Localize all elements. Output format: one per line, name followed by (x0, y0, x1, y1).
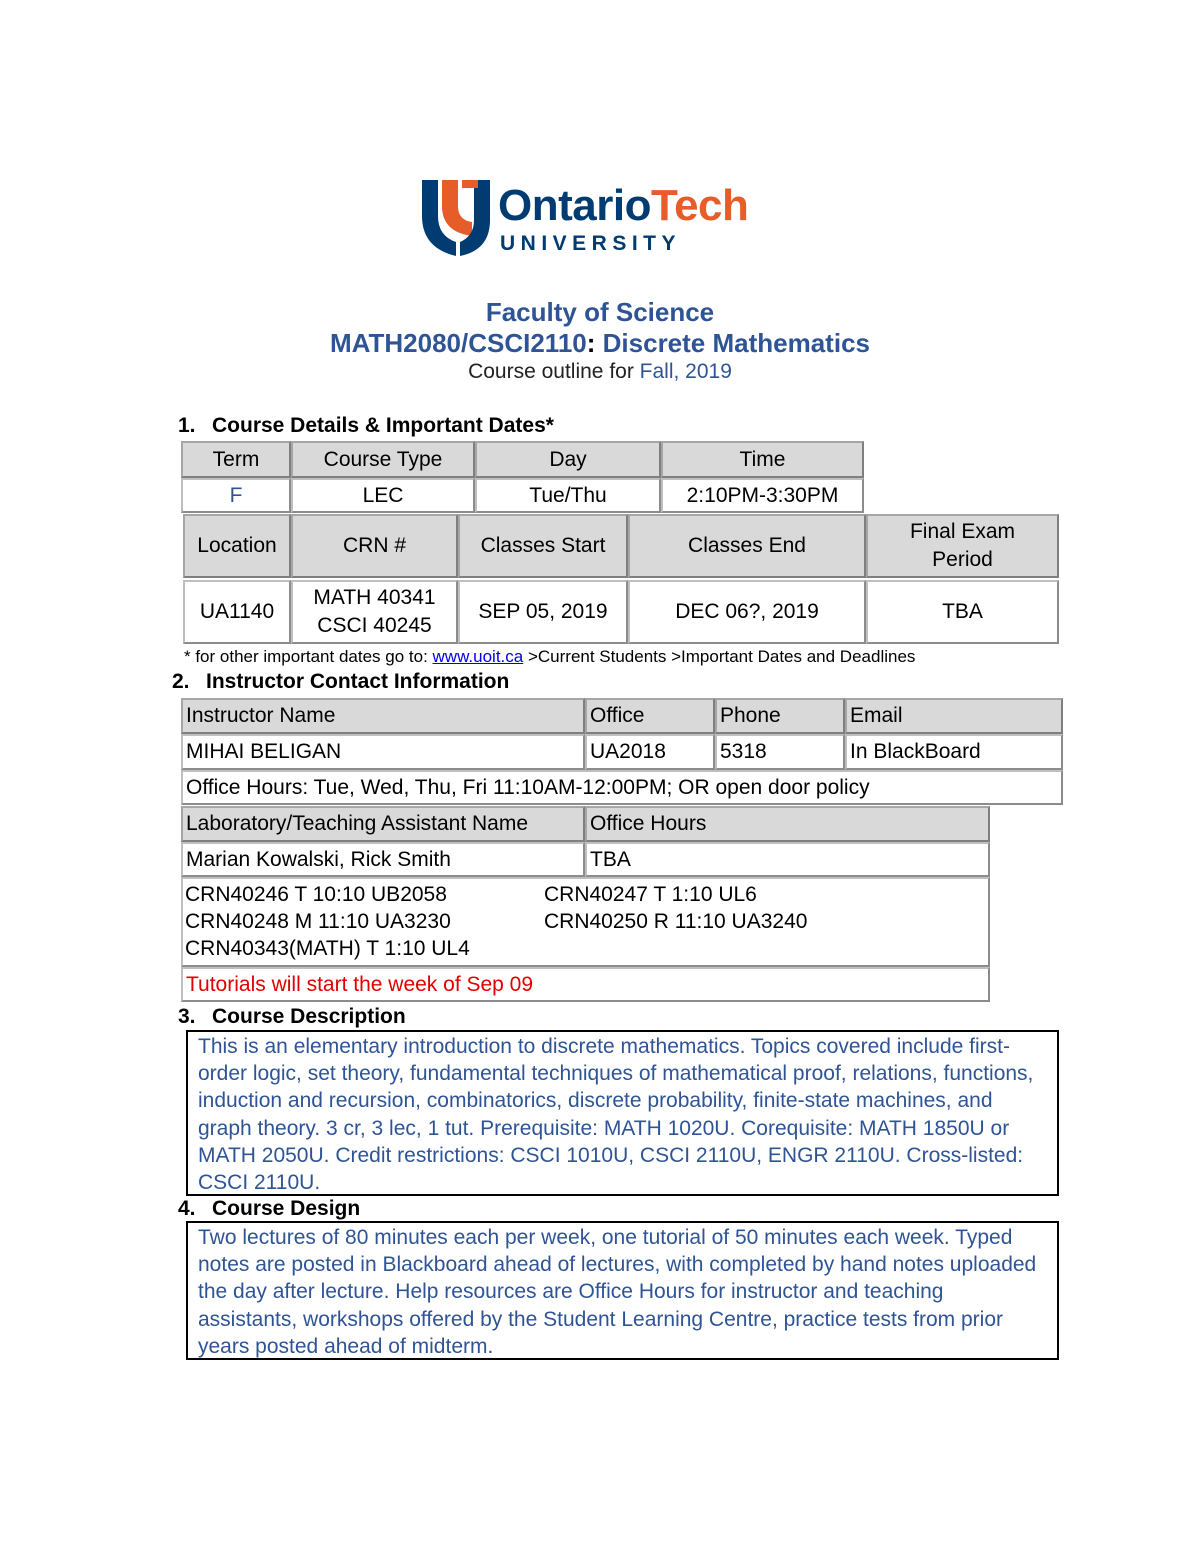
ta-name-header: Laboratory/Teaching Assistant Name (181, 806, 585, 842)
tutorial-item: CRN40343(MATH) T 1:10 UL4 (185, 937, 470, 960)
course-description-box: This is an elementary introduction to discrete mathematics. Topics covered include first-order logic, set theory, fundamental techniques of mathematical proof, relations, functions, induction and recursion, combinatorics, discrete probability, finite-state machines, and graph theory. 3 cr, 3 lec, 1 tut. Prerequisite: MATH 1020U. Corequisite: MATH 1850U or MATH 2050U. Credit restrictions: CSCI 1010U, CSCI 2110U, ENGR 2110U. Cross-listed: CSCI 2110U. (186, 1030, 1059, 1196)
course-type-value: LEC (291, 478, 475, 513)
important-dates-note: * for other important dates go to: www.uoit.ca >Current Students >Important Dates and Deadlines (184, 647, 916, 666)
logo-wordmark: OntarioTech (498, 181, 749, 230)
course-type-header: Course Type (291, 441, 475, 478)
tutorial-list-right (544, 881, 807, 935)
logo-subtitle: UNIVERSITY (500, 232, 682, 255)
tutorial-item: CRN40247 T 1:10 UL6 (544, 883, 757, 906)
section-4-heading: 4. Course Design (178, 1197, 361, 1220)
faculty-heading: Faculty of Science (485, 297, 715, 327)
course-title: MATH2080/CSCI2110: Discrete Mathematics (330, 328, 870, 358)
term-header: Term (181, 441, 291, 478)
section-1-heading: 1. Course Details & Important Dates* (178, 414, 554, 437)
final-exam-value: TBA (866, 580, 1059, 644)
phone-value: 5318 (715, 734, 845, 770)
uoit-link[interactable]: www.uoit.ca (432, 647, 524, 666)
classes-start-value: SEP 05, 2019 (458, 580, 628, 644)
tutorial-list-left (185, 881, 470, 962)
section-2-heading: 2. Instructor Contact Information (172, 670, 510, 693)
location-value: UA1140 (183, 580, 291, 644)
crn-value: MATH 40341 CSCI 40245 (291, 580, 458, 644)
ta-office-hours-value: TBA (585, 842, 990, 877)
office-header: Office (585, 698, 715, 734)
classes-start-header: Classes Start (458, 514, 628, 578)
instructor-name-value: MIHAI BELIGAN (181, 734, 585, 770)
email-header: Email (845, 698, 1063, 734)
tutorial-item: CRN40248 M 11:10 UA3230 (185, 910, 451, 933)
ta-name-value: Marian Kowalski, Rick Smith (181, 842, 585, 877)
classes-end-value: DEC 06?, 2019 (628, 580, 866, 644)
final-exam-header: Final Exam Period (866, 514, 1059, 578)
ontario-tech-logo (418, 176, 788, 262)
tutorial-start-notice: Tutorials will start the week of Sep 09 (181, 967, 990, 1002)
office-hours-row: Office Hours: Tue, Wed, Thu, Fri 11:10AM-12:00PM; OR open door policy (181, 770, 1063, 805)
term-value: F (181, 478, 291, 513)
office-value: UA2018 (585, 734, 715, 770)
instructor-name-header: Instructor Name (181, 698, 585, 734)
section-3-heading: 3. Course Description (178, 1005, 406, 1028)
classes-end-header: Classes End (628, 514, 866, 578)
time-header: Time (661, 441, 864, 478)
phone-header: Phone (715, 698, 845, 734)
tutorial-item: CRN40246 T 10:10 UB2058 (185, 883, 447, 906)
email-value: In BlackBoard (845, 734, 1063, 770)
day-value: Tue/Thu (475, 478, 661, 513)
course-design-box: Two lectures of 80 minutes each per week, one tutorial of 50 minutes each week. Typed notes are posted in Blackboard ahead of lectures, with completed by hand notes uploaded the day after lecture. Help resources are Office Hours for instructor and teaching assistants, workshops offered by the Student Learning Centre, practice tests from prior years posted ahead of midterm. (186, 1221, 1059, 1360)
course-outline-term: Course outline for Fall, 2019 (468, 360, 732, 383)
tutorial-item: CRN40250 R 11:10 UA3240 (544, 910, 808, 933)
location-header: Location (183, 514, 291, 578)
ta-office-hours-header: Office Hours (585, 806, 990, 842)
time-value: 2:10PM-3:30PM (661, 478, 864, 513)
day-header: Day (475, 441, 661, 478)
crn-header: CRN # (291, 514, 458, 578)
ontario-tech-shield-icon (418, 176, 494, 260)
tutorial-sections-box (181, 877, 990, 967)
